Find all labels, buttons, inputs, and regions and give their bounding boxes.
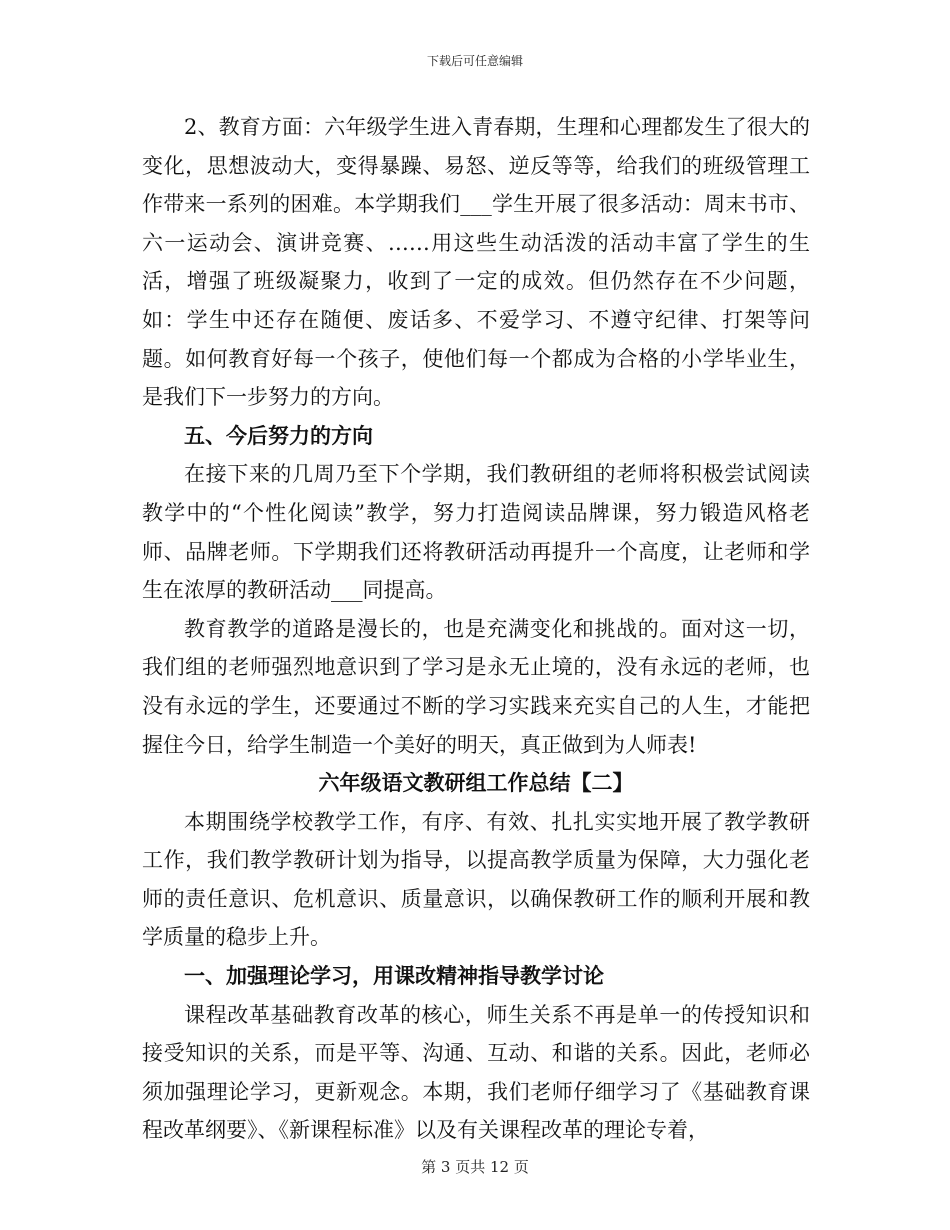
page-header-note: 下载后可任意编辑 — [426, 54, 523, 68]
paragraph-teaching-road: 教育教学的道路是漫长的，也是充满变化和挑战的。面对这一切，我们组的老师强烈地意识到了学习是永无止境的，没有永远的老师，也没有永远的学生，还要通过不断的学习实践来充实自己的人生，才能把握住今日，给学生制造一个美好的明天，真正做到为人师表! — [142, 616, 810, 757]
paragraph-education: 2、教育方面：六年级学生进入青春期，生理和心理都发生了很大的变化，思想波动大，变得暴躁、易怒、逆反等等，给我们的班级管理工作带来一系列的困难。本学期我们___学生开展了很多活动：周末书市、六一运动会、演讲竞赛、……用这些生动活泼的活动丰富了学生的生活，增强了班级凝聚力，收到了一定的成效。但仍然存在不少问题，如：学生中还存在随便、废话多、不爱学习、不遵守纪律、打架等问题。如何教育好每一个孩子，使他们每一个都成为合格的小学毕业生，是我们下一步努力的方向。 — [142, 115, 810, 410]
paragraph-next-weeks: 在接下来的几周乃至下个学期，我们教研组的老师将积极尝试阅读教学中的“个性化阅读”教学，努力打造阅读品牌课，努力锻造风格老师、品牌老师。下学期我们还将教研活动再提升一个高度，让老师和学生在浓厚的教研活动___同提高。 — [142, 462, 810, 603]
page-number-footer: 第 3 页共 12 页 — [421, 1158, 529, 1176]
section-heading-theory-study: 一、加强理论学习，用课改精神指导教学讨论 — [184, 963, 604, 989]
paragraph-this-term: 本期围绕学校教学工作，有序、有效、扎扎实实地开展了教学教研工作，我们教学教研计划为指导，以提高教学质量为保障，大力强化老师的责任意识、危机意识、质量意识，以确保教研工作的顺利开展和教学质量的稳步上升。 — [142, 809, 810, 950]
document-body — [142, 108, 810, 1150]
document-title-part-two: 六年级语文教研组工作总结【二】 — [318, 770, 634, 796]
paragraph-curriculum-reform: 课程改革基础教育改革的核心，师生关系不再是单一的传授知识和接受知识的关系，而是平等、沟通、互动、和谐的关系。因此，老师必须加强理论学习，更新观念。本期，我们老师仔细学习了《基础教育课程改革纲要》、《新课程标准》以及有关课程改革的理论专着， — [142, 1002, 810, 1143]
section-heading-future-direction: 五、今后努力的方向 — [184, 422, 373, 448]
